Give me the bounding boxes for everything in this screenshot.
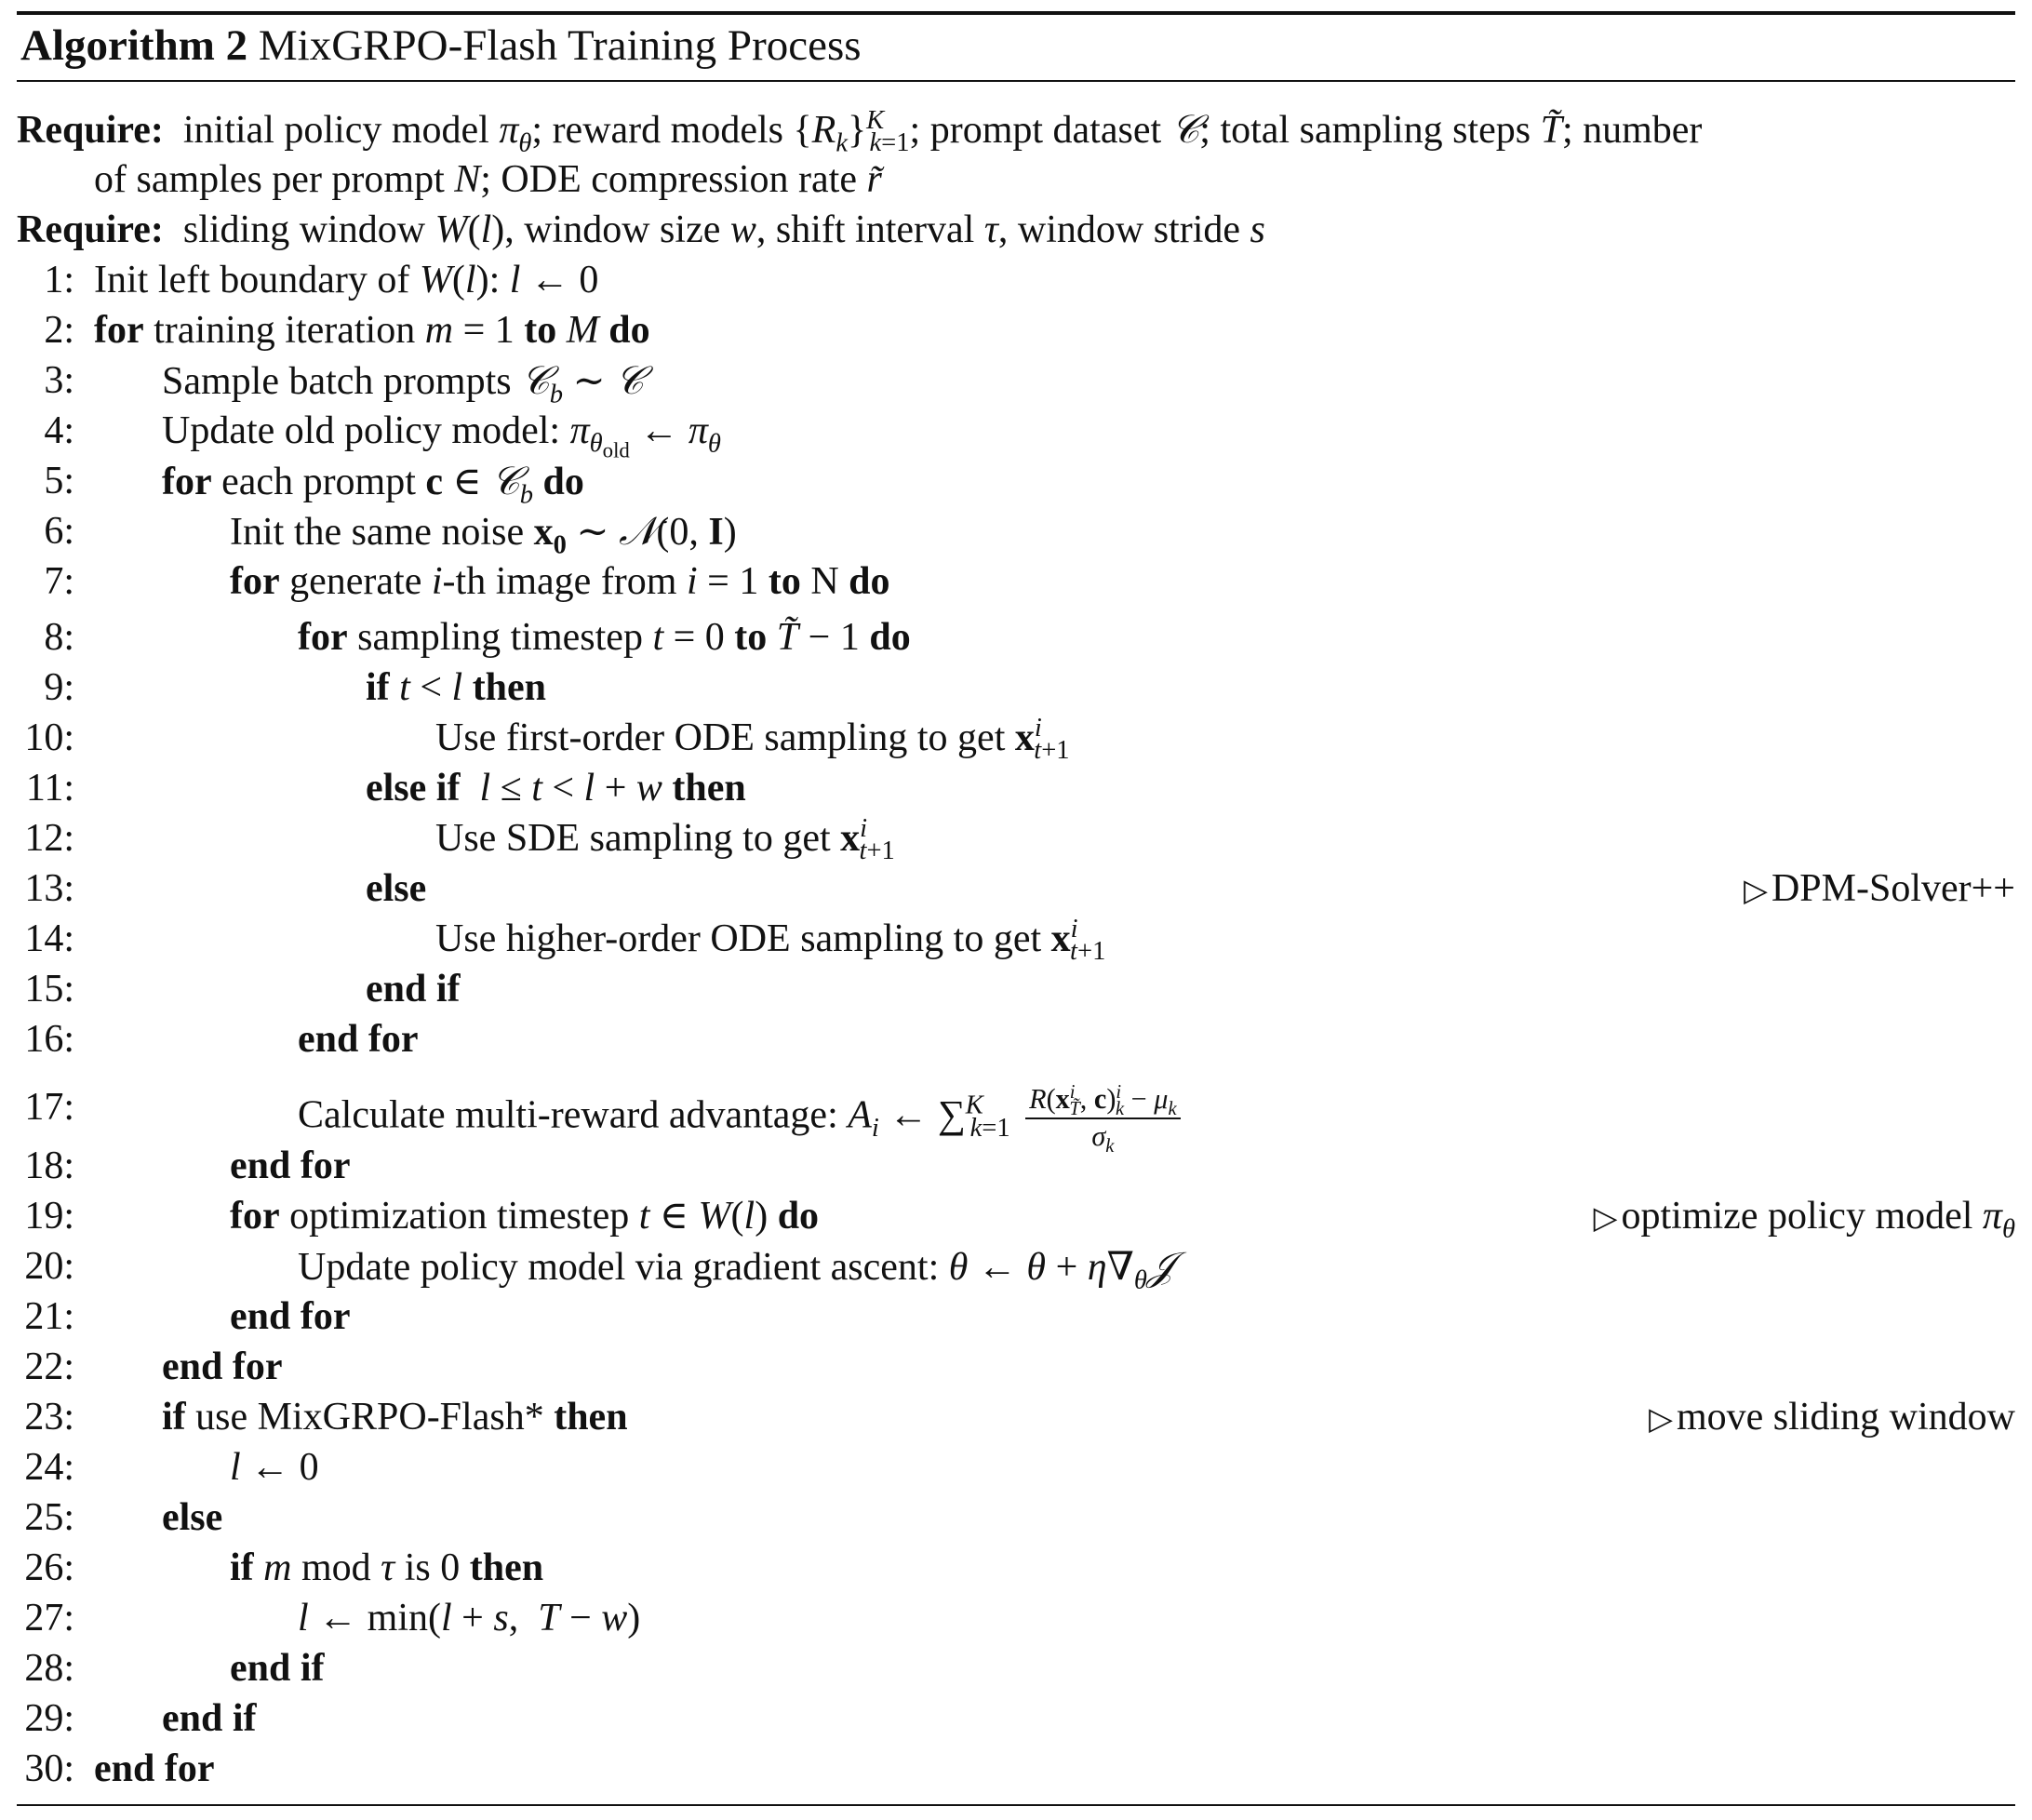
comment-triangle-icon: ▷ [1649, 1402, 1673, 1437]
line-number: 23: [24, 1396, 74, 1439]
algo-line-28: 28: end if [0, 1643, 2032, 1693]
line-number: 17: [24, 1086, 74, 1129]
algorithm-label: Algorithm 2 [20, 21, 248, 70]
line-number: 4: [44, 409, 74, 452]
line-number: 30: [24, 1747, 74, 1790]
require-keyword: Require: [17, 109, 164, 152]
algo-line-20: 20: Update policy model via gradient ascent: θ ← $\theta + \eta\nabla_\theta 𝒥$ [24, 1243, 1174, 1295]
algo-line-27: 27: l ← min(l + s, T − w) [0, 1593, 2032, 1643]
algo-line-19: 19: for optimization timestep t ∈ W(l) do ▷optimize policy model $\pi_\theta$ [0, 1191, 2032, 1241]
algo-line-12: 12: Use SDE sampling to get $x^i_{t+1}$ [24, 814, 895, 866]
line-number: 29: [24, 1697, 74, 1740]
line-number: 15: [24, 968, 74, 1010]
line-number: 6: [44, 510, 74, 553]
line-number: 25: [24, 1496, 74, 1539]
algo-line-23: 23: if use MixGRPO-Flash* then ▷move sliding window [0, 1392, 2032, 1442]
line-number: 10: [24, 716, 74, 759]
title-rule [17, 80, 2015, 82]
line-number: 8: [44, 616, 74, 659]
algo-line-11: 11: else if l ≤ t < l + w then [0, 763, 2032, 813]
require-line-2: Require: sliding window W(l), window size w, shift interval τ, window stride s [17, 208, 1265, 251]
line-number: 19: [24, 1195, 74, 1238]
algo-line-9: 9: if t < l then [0, 662, 2032, 713]
line-number: 14: [24, 917, 74, 960]
algo-line-25: 25: else [0, 1492, 2032, 1543]
algo-line-2: 2: for training iteration m = 1 to M do [0, 305, 2032, 355]
line-number: 3: [44, 359, 74, 402]
algo-line-4: 4: Update old policy model: $\pi_{\theta_{old}}$ ← $\pi_\theta$ [0, 406, 2032, 456]
algo-line-14: 14: Use higher-order ODE sampling to get $x^i_{t+1}$ [24, 915, 1106, 967]
comment: ▷optimize policy model $\pi_\theta$ [1593, 1195, 2015, 1244]
line-number: 18: [24, 1144, 74, 1187]
algo-line-15: 15: end if [0, 964, 2032, 1014]
line-number: 20: [24, 1245, 74, 1288]
algo-line-3: 3: Sample batch prompts 𝒞$_b$ ∼ 𝒞 [44, 357, 644, 409]
comment: ▷DPM-Solver++ [1744, 867, 2015, 910]
comment-triangle-icon: ▷ [1593, 1201, 1618, 1236]
algo-line-21: 21: end for [0, 1291, 2032, 1342]
algo-line-1: 1: Init left boundary of W(l): l ← 0 [0, 255, 2032, 305]
algo-line-18: 18: end for [0, 1141, 2032, 1191]
line-number: 16: [24, 1018, 74, 1061]
line-number: 12: [24, 817, 74, 860]
algo-line-7: 7: for generate i-th image from i = 1 to N do [0, 556, 2032, 607]
line-number: 26: [24, 1546, 74, 1589]
require-line-1-cont: of samples per prompt N; ODE compression rate r̃ [94, 158, 882, 201]
algorithm-title [20, 17, 862, 74]
line-number: 2: [44, 309, 74, 352]
line-number: 22: [24, 1345, 74, 1388]
line-number: 1: [44, 259, 74, 301]
algo-line-26: 26: if m mod τ is 0 then [0, 1543, 2032, 1593]
require-line-1: Require: initial policy model $\pi_\theta$; reward models $\{R_k\}^K_{k=1}$; prompt dataset 𝒞; total sampling steps T̃; number [17, 106, 1703, 158]
algo-line-5: 5: for each prompt c ∈ 𝒞$_b$ do [44, 458, 584, 510]
line-number: 5: [44, 460, 74, 502]
bottom-rule [17, 1804, 2015, 1806]
line-number: 28: [24, 1647, 74, 1690]
top-rule [17, 11, 2015, 15]
algo-line-6: 6: Init the same noise $x_0$ ∼ 𝒩(0, I) [44, 508, 737, 560]
algo-line-16: 16: end for [0, 1014, 2032, 1064]
line-number: 24: [24, 1446, 74, 1489]
comment: ▷move sliding window [1649, 1396, 2015, 1439]
line-number: 27: [24, 1597, 74, 1639]
line-number: 21: [24, 1295, 74, 1338]
algo-line-13: 13: else ▷DPM-Solver++ [0, 863, 2032, 914]
comment-triangle-icon: ▷ [1744, 874, 1768, 908]
algo-line-30: 30: end for [0, 1744, 2032, 1794]
algo-line-17: 17: Calculate multi-reward advantage: $A_i$ ← ∑$^K_{k=1}$ $\frac{R(x^i_{T̃}, c)^i_k - \mu_k}{\sigma_k}$ [0, 1082, 2032, 1132]
algo-line-22: 22: end for [0, 1342, 2032, 1392]
require-keyword: Require: [17, 208, 164, 251]
line-number: 9: [44, 666, 74, 709]
line-number: 13: [24, 867, 74, 910]
algo-line-10: 10: Use first-order ODE sampling to get $x^i_{t+1}$ [24, 714, 1070, 766]
line-number: 7: [44, 560, 74, 603]
algo-line-29: 29: end if [0, 1693, 2032, 1744]
line-number: 11: [25, 767, 74, 810]
algorithm-name: MixGRPO-Flash Training Process [258, 21, 862, 70]
advantage-fraction: $\frac{R(x^i_{T̃}, c)^i_k - \mu_k}{\sigma_k}$ [1025, 1082, 1180, 1155]
algo-line-24: 24: l ← 0 [0, 1442, 2032, 1492]
algo-line-8: 8: for sampling timestep t = 0 to T̃ − 1 do [0, 612, 2032, 662]
